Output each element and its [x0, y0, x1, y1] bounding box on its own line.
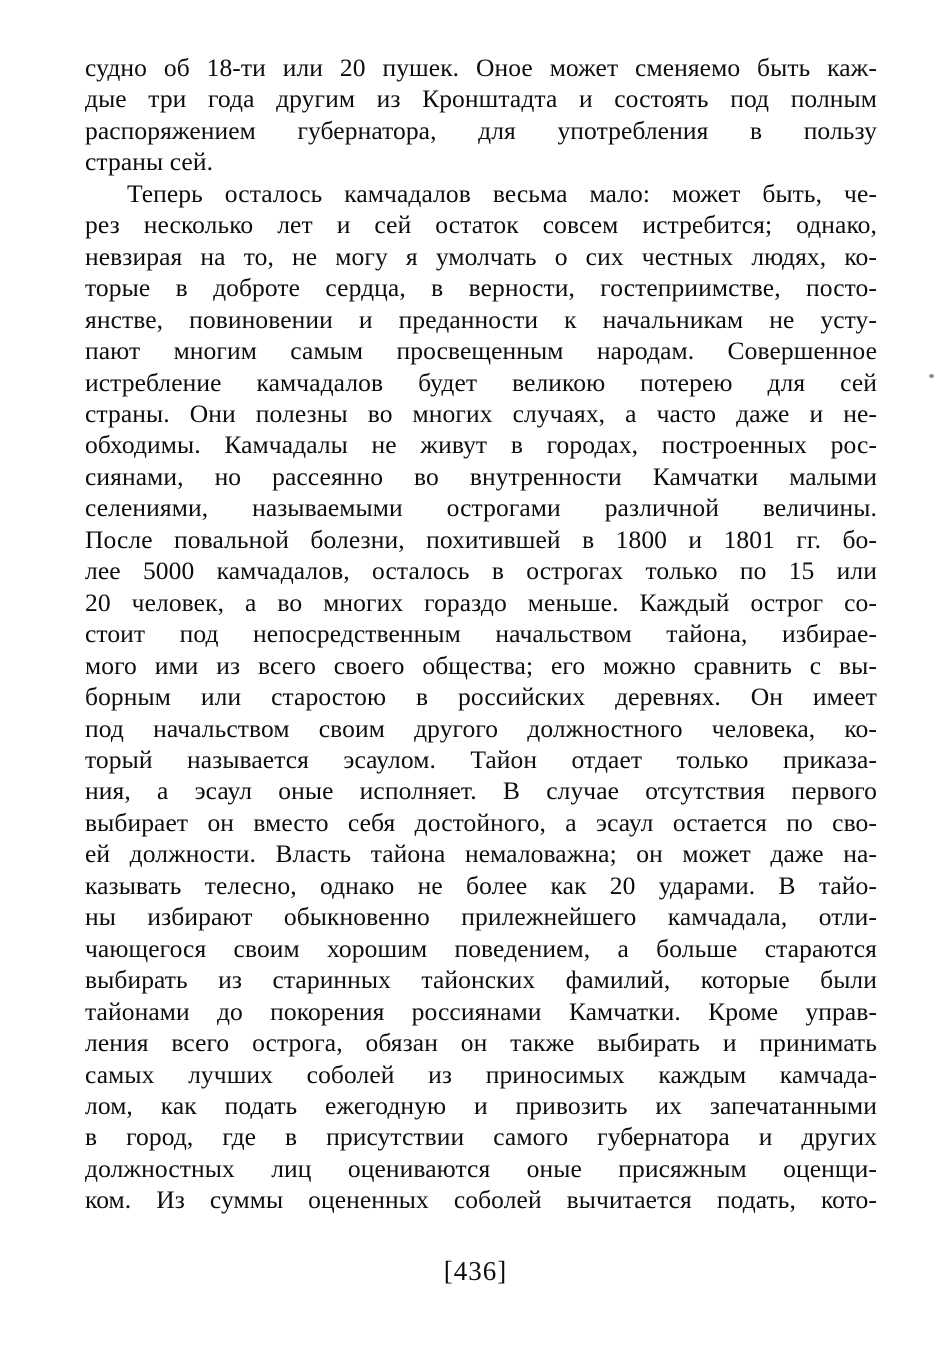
- text-line: селениями, называемыми острогами различной величины.: [85, 493, 877, 523]
- text-line: янстве, повиновении и преданности к начальникам не усту-: [85, 304, 877, 334]
- text-line: стоит под непосредственным начальством тайона, избирае-: [85, 619, 877, 649]
- text-line: под начальством своим другого должностного человека, ко-: [85, 713, 877, 743]
- text-line: невзирая на то, не могу я умолчать о сих честных людях, ко-: [85, 241, 877, 271]
- text-line: распоряжением губернатора, для употребления в пользу: [85, 115, 877, 145]
- text-line: судно об 18-ти или 20 пушек. Оное может сменяемо быть каж-: [85, 53, 877, 82]
- text-line: обходимы. Камчадалы не живут в городах, построенных рос-: [85, 430, 877, 460]
- text-line: сиянами, но рассеянно во внутренности Камчатки малыми: [85, 461, 877, 491]
- text-line: ны избирают обыкновенно прилежнейшего камчадала, отли-: [85, 902, 877, 932]
- text-line: торый называется эсаулом. Тайон отдает только приказа-: [85, 744, 877, 774]
- text-line: ления всего острога, обязан он также выбирать и принимать: [85, 1028, 877, 1058]
- text-line: ком. Из суммы оцененных соболей вычитается подать, кото-: [85, 1185, 877, 1215]
- text-line: лом, как подать ежегодную и привозить их запечатанными: [85, 1090, 877, 1120]
- body-text: [85, 52, 877, 1216]
- text-line: страны сей.: [85, 147, 214, 177]
- text-line: самых лучших соболей из приносимых каждым камчада-: [85, 1059, 877, 1089]
- text-line: торые в доброте сердца, в верности, гостеприимстве, посто-: [85, 273, 877, 303]
- text-line: казывать телесно, однако не более как 20 ударами. В тайо-: [85, 870, 877, 900]
- text-line: выбирать из старинных тайонских фамилий, которые были: [85, 965, 877, 995]
- text-line: 20 человек, а во многих гораздо меньше. Каждый острог со-: [85, 587, 877, 617]
- text-line: лее 5000 камчадалов, осталось в острогах только по 15 или: [85, 556, 877, 586]
- text-line: истребление камчадалов будет великою потерею для сей: [85, 367, 877, 397]
- page-number: [436]: [443, 1256, 508, 1286]
- text-line: рез несколько лет и сей остаток совсем истребится; однако,: [85, 210, 877, 240]
- text-line: Теперь осталось камчадалов весьма мало: может быть, че-: [127, 178, 877, 208]
- text-line: борным или старостою в российских деревнях. Он имеет: [85, 682, 877, 712]
- text-line: страны. Они полезны во многих случаях, а часто даже и не-: [85, 398, 877, 428]
- text-line: тайонами до покорения россиянами Камчатки. Кроме управ-: [85, 996, 877, 1026]
- margin-speck: [929, 374, 934, 378]
- text-line: должностных лиц оцениваются оные присяжным оценщи-: [85, 1153, 877, 1183]
- text-line: пают многим самым просвещенным народам. Совершенное: [85, 336, 877, 366]
- text-line: выбирает он вместо себя достойного, а эсаул остается по сво-: [85, 807, 877, 837]
- text-line: мого ими из всего своего общества; его можно сравнить с вы-: [85, 650, 877, 680]
- text-line: чающегося своим хорошим поведением, а больше стараются: [85, 933, 877, 963]
- text-line: После повальной болезни, похитившей в 1800 и 1801 гг. бо-: [85, 524, 877, 554]
- text-line: ния, а эсаул оные исполняет. В случае отсутствия первого: [85, 776, 877, 806]
- text-line: ей должности. Власть тайона немаловажна; он может даже на-: [85, 839, 877, 869]
- text-line: в город, где в присутствии самого губернатора и других: [85, 1122, 877, 1152]
- text-line: дые три года другим из Кронштадта и состоять под полным: [85, 84, 877, 114]
